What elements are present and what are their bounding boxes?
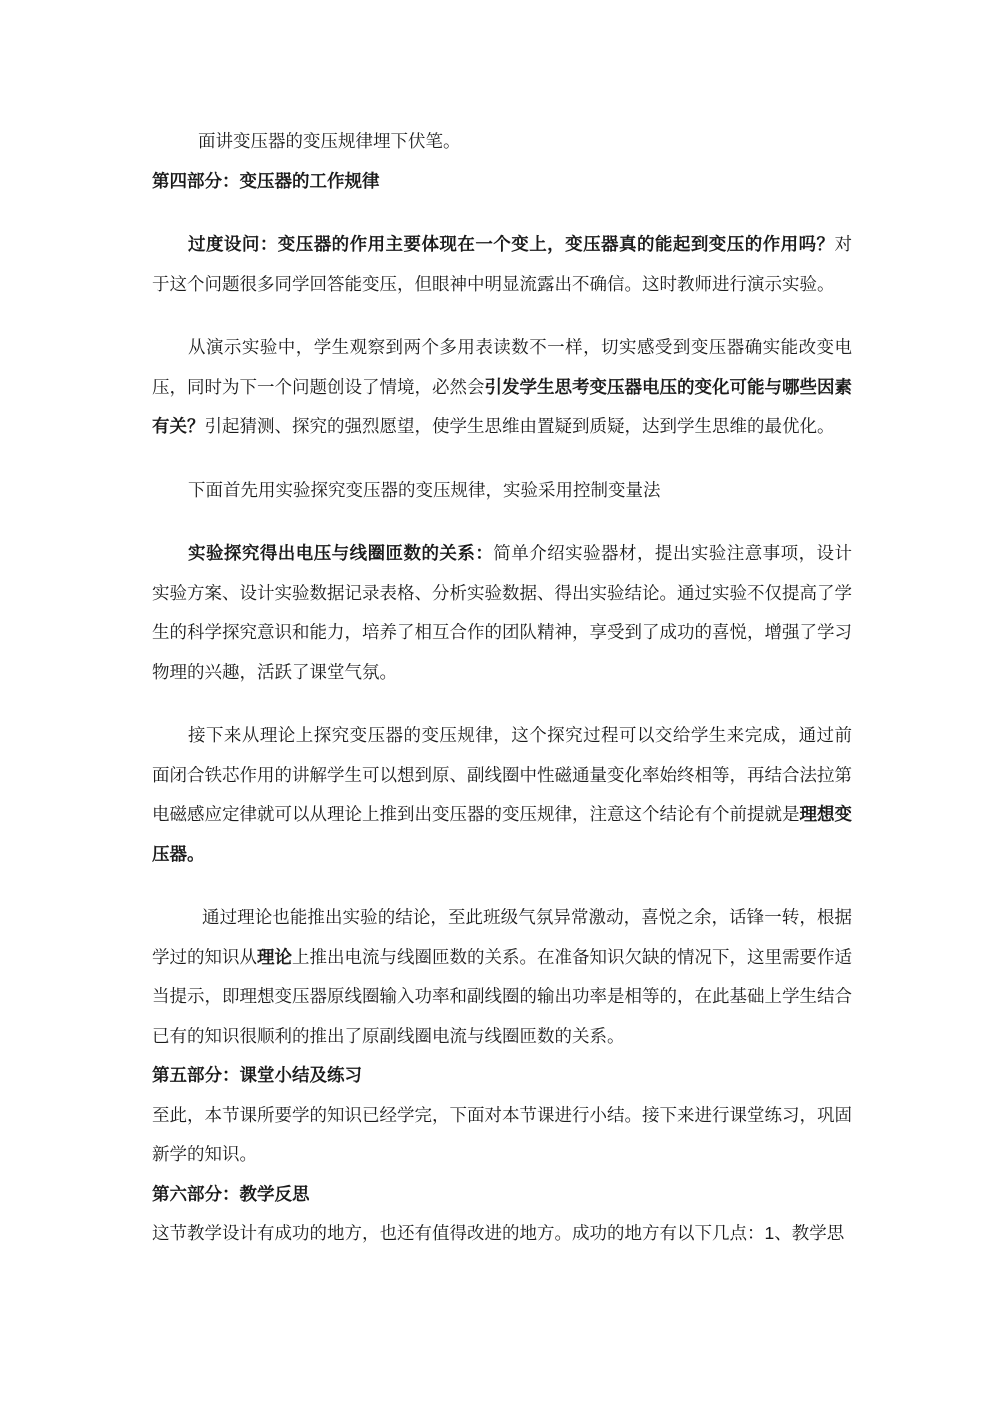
paragraph-transition-question	[152, 225, 852, 304]
bold-text-run: 理论	[257, 946, 292, 967]
section-heading-part6	[152, 1175, 852, 1215]
bold-text-run: 第六部分：教学反思	[152, 1183, 310, 1204]
text-run: 接下来从理论上探究变压器的变压规律，这个探究过程可以交给学生来完成，通过前面闭合铁芯作用的讲解学生可以想到原、副线圈中性磁通量变化率始终相等，再结合法拉第电磁感应定律就可以从理论上推到出变压器的变压规律，注意这个结论有个前提就是	[152, 725, 852, 824]
bold-text-run: 第五部分：课堂小结及练习	[152, 1065, 362, 1085]
text-run: 这节教学设计有成功的地方，也还有值得改进的地方。成功的地方有以下几点：1、教学思	[152, 1223, 845, 1243]
text-run: 从演示实验中，学生观察到两个多用表读数不一样，切实感受到变压器确实能改变电压，同时为下一个问题创设了情境，必然会	[152, 337, 852, 397]
text-run: 简单介绍实验器材，提出实验注意事项，设计实验方案、设计实验数据记录表格、分析实验数据、得出实验结论。通过实验不仅提高了学生的科学探究意识和能力，培养了相互合作的团队精神，享受到了成功的喜悦，增强了学习物理的兴趣，活跃了课堂气氛。	[152, 543, 853, 682]
text-run: 面讲变压器的变压规律埋下伏笔。	[198, 131, 461, 151]
paragraph-theoretical-derivation	[152, 716, 852, 874]
bold-text-run: 第四部分：变压器的工作规律	[152, 170, 380, 191]
section-heading-part4	[152, 162, 852, 202]
text-run: 通过理论也能推出实验的结论，至此班级气氛异常激动，喜悦之余，话锋一转，根据学过的知识从	[152, 907, 852, 967]
text-run: 上推出电流与线圈匝数的关系。在准备知识欠缺的情况下，这里需要作适当提示，即理想变压器原线圈输入功率和副线圈的输出功率是相等的，在此基础上学生结合已有的知识很顺利的推出了原副线圈电流与线圈匝数的关系。	[152, 946, 852, 1046]
paragraph-teaching-reflection	[152, 1214, 852, 1254]
paragraph-current-turns-relation	[152, 898, 852, 1056]
section-heading-part5	[152, 1056, 852, 1096]
text-run: 下面首先用实验探究变压器的变压规律，实验采用控制变量法	[188, 479, 661, 500]
paragraph-experiment-intro	[152, 471, 852, 511]
text-run: 对于这个问题很多同学回答能变压，但眼神中明显流露出不确信。这时教师进行演示实验。	[152, 234, 852, 294]
bold-text-run: 引发学生思考变压器电压的变化可能与哪些因素有关？	[152, 376, 852, 436]
paragraph-voltage-turns-relation	[152, 534, 852, 692]
paragraph-demo-experiment	[152, 328, 852, 447]
bold-text-run: 理想变压器。	[152, 804, 852, 864]
text-run: 引起猜测、探究的强烈愿望，使学生思维由置疑到质疑，达到学生思维的最优化。	[204, 416, 835, 436]
text-run: 至此，本节课所要学的知识已经学完，下面对本节课进行小结。接下来进行课堂练习，巩固新学的知识。	[152, 1104, 852, 1164]
bold-text-run: 过度设问：变压器的作用主要体现在一个变上，变压器真的能起到变压的作用吗？	[188, 234, 835, 254]
bold-text-run: 实验探究得出电压与线圈匝数的关系：	[188, 543, 494, 563]
paragraph-summary-practice	[152, 1096, 852, 1175]
paragraph-continuation	[152, 122, 852, 162]
